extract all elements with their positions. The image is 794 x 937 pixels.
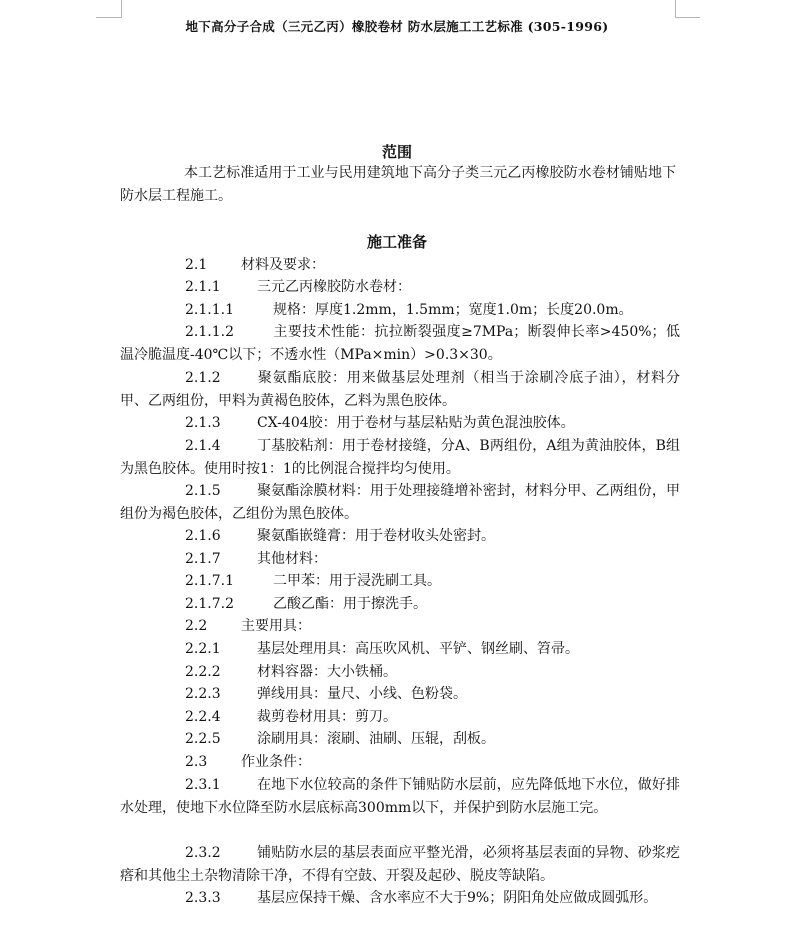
item-2-1-7-1 [185,570,685,593]
page-corner-mark-right [675,0,676,18]
item-2-1-7 [185,548,685,571]
section-body-scope: 本工艺标准适用于工业与民用建筑地下高分子类三元乙丙橡胶防水卷材铺贴地下防水层工程施工。 [120,165,676,204]
item-2-1-2 [120,367,680,412]
item-text: 规格：厚度1.2mm，1.5mm；宽度1.0m；长度20.0m。 [273,302,633,318]
item-text: 丁基胶粘剂：用于卷材接缝，分A、B两组份，A组为黄油胶体，B组为黑色胶体。使用时按1：1的比例混合搅拌均匀使用。 [120,438,680,477]
item-2-1-5 [120,480,680,525]
item-2-1-3 [185,412,685,435]
item-text: 主要用具： [241,618,311,634]
item-text: 铺贴防水层的基层表面应平整光滑，必须将基层表面的异物、砂浆疙瘩和其他尘土杂物清除干净，不得有空鼓、开裂及起砂、脱皮等缺陷。 [120,845,680,884]
item-number: 2.1.3 [185,415,221,431]
item-2-3-2 [120,842,680,887]
item-text: 聚氨酯涂膜材料：用于处理接缝增补密封，材料分甲、乙两组份，甲组份为褐色胶体，乙组份为黑色胶体。 [120,483,680,522]
item-text: 乙酸乙酯：用于擦洗手。 [273,596,427,612]
item-number: 2.3 [185,754,208,770]
item-text: 基层处理用具：高压吹风机、平铲、钢丝刷、笤帚。 [257,641,579,657]
item-2-3 [185,751,685,774]
item-text: 其他材料： [257,551,327,567]
item-number: 2.2.1 [185,641,221,657]
item-2-1-1 [185,276,685,299]
item-text: CX-404胶：用于卷材与基层粘贴为黄色混浊胶体。 [257,415,575,431]
item-text: 聚氨酯底胶：用来做基层处理剂（相当于涂刷冷底子油），材料分甲、乙两组份，甲料为黄褐色胶体，乙料为黑色胶体。 [120,370,680,409]
item-number: 2.1.2 [185,370,221,386]
item-2-2-4 [185,706,685,729]
item-2-1-6 [185,525,685,548]
item-2-2-2 [185,661,685,684]
item-2-2-1 [185,638,685,661]
item-number: 2.1.7.1 [185,573,234,589]
item-text: 三元乙丙橡胶防水卷材： [257,279,411,295]
item-text: 弹线用具：量尺、小线、色粉袋。 [257,686,467,702]
item-number: 2.2.5 [185,731,221,747]
item-text: 材料及要求： [241,257,325,273]
item-number: 2.2 [185,618,208,634]
item-number: 2.1.5 [185,483,221,499]
item-2-2-5 [185,728,685,751]
item-text: 聚氨酯嵌缝膏：用于卷材收头处密封。 [257,528,495,544]
item-number: 2.3.3 [185,890,221,906]
item-text: 在地下水位较高的条件下铺贴防水层前，应先降低地下水位，做好排水处理，使地下水位降至防水层底标高300mm以下，并保护到防水层施工完。 [120,777,680,816]
item-text: 裁剪卷材用具：剪刀。 [257,709,397,725]
item-number: 2.1.7 [185,551,221,567]
section-title-preparation: 施工准备 [366,233,427,251]
item-number: 2.3.1 [185,777,221,793]
item-number: 2.1 [185,257,208,273]
item-2-1-1-1 [185,299,685,322]
item-2-2 [185,615,685,638]
item-2-3-1 [120,774,680,819]
item-text: 涂刷用具：滚刷、油刷、压辊，刮板。 [257,731,495,747]
item-number: 2.2.2 [185,664,221,680]
section-title-scope: 范围 [381,143,412,161]
item-number: 2.3.2 [185,845,221,861]
item-text: 基层应保持干燥、含水率应不大于9%；阴阳角处应做成圆弧形。 [257,890,658,906]
item-text: 作业条件： [241,754,311,770]
page-header: 地下高分子合成（三元乙丙）橡胶卷材 防水层施工工艺标准 (305-1996) [185,19,609,34]
item-2-1 [185,254,685,277]
item-number: 2.1.1 [185,279,221,295]
item-2-3-3 [120,887,680,910]
item-number: 2.1.1.1 [185,302,234,318]
item-number: 2.1.4 [185,438,221,454]
item-number: 2.1.7.2 [185,596,234,612]
item-text: 材料容器：大小铁桶。 [257,664,397,680]
item-number: 2.1.6 [185,528,221,544]
item-number: 2.1.1.2 [185,324,234,340]
item-2-1-7-2 [185,593,685,616]
item-text: 主要技术性能：抗拉断裂强度≥7MPa；断裂伸长率>450%；低温冷脆温度-40℃以下；不透水性（MPa×min）>0.3×30。 [120,324,680,363]
item-number: 2.2.4 [185,709,221,725]
item-text: 二甲苯：用于浸洗刷工具。 [273,573,441,589]
item-2-1-1-2 [120,321,680,366]
item-number: 2.2.3 [185,686,221,702]
page-corner-mark-left [121,0,122,18]
item-2-2-3 [185,683,685,706]
item-2-1-4 [120,435,680,480]
